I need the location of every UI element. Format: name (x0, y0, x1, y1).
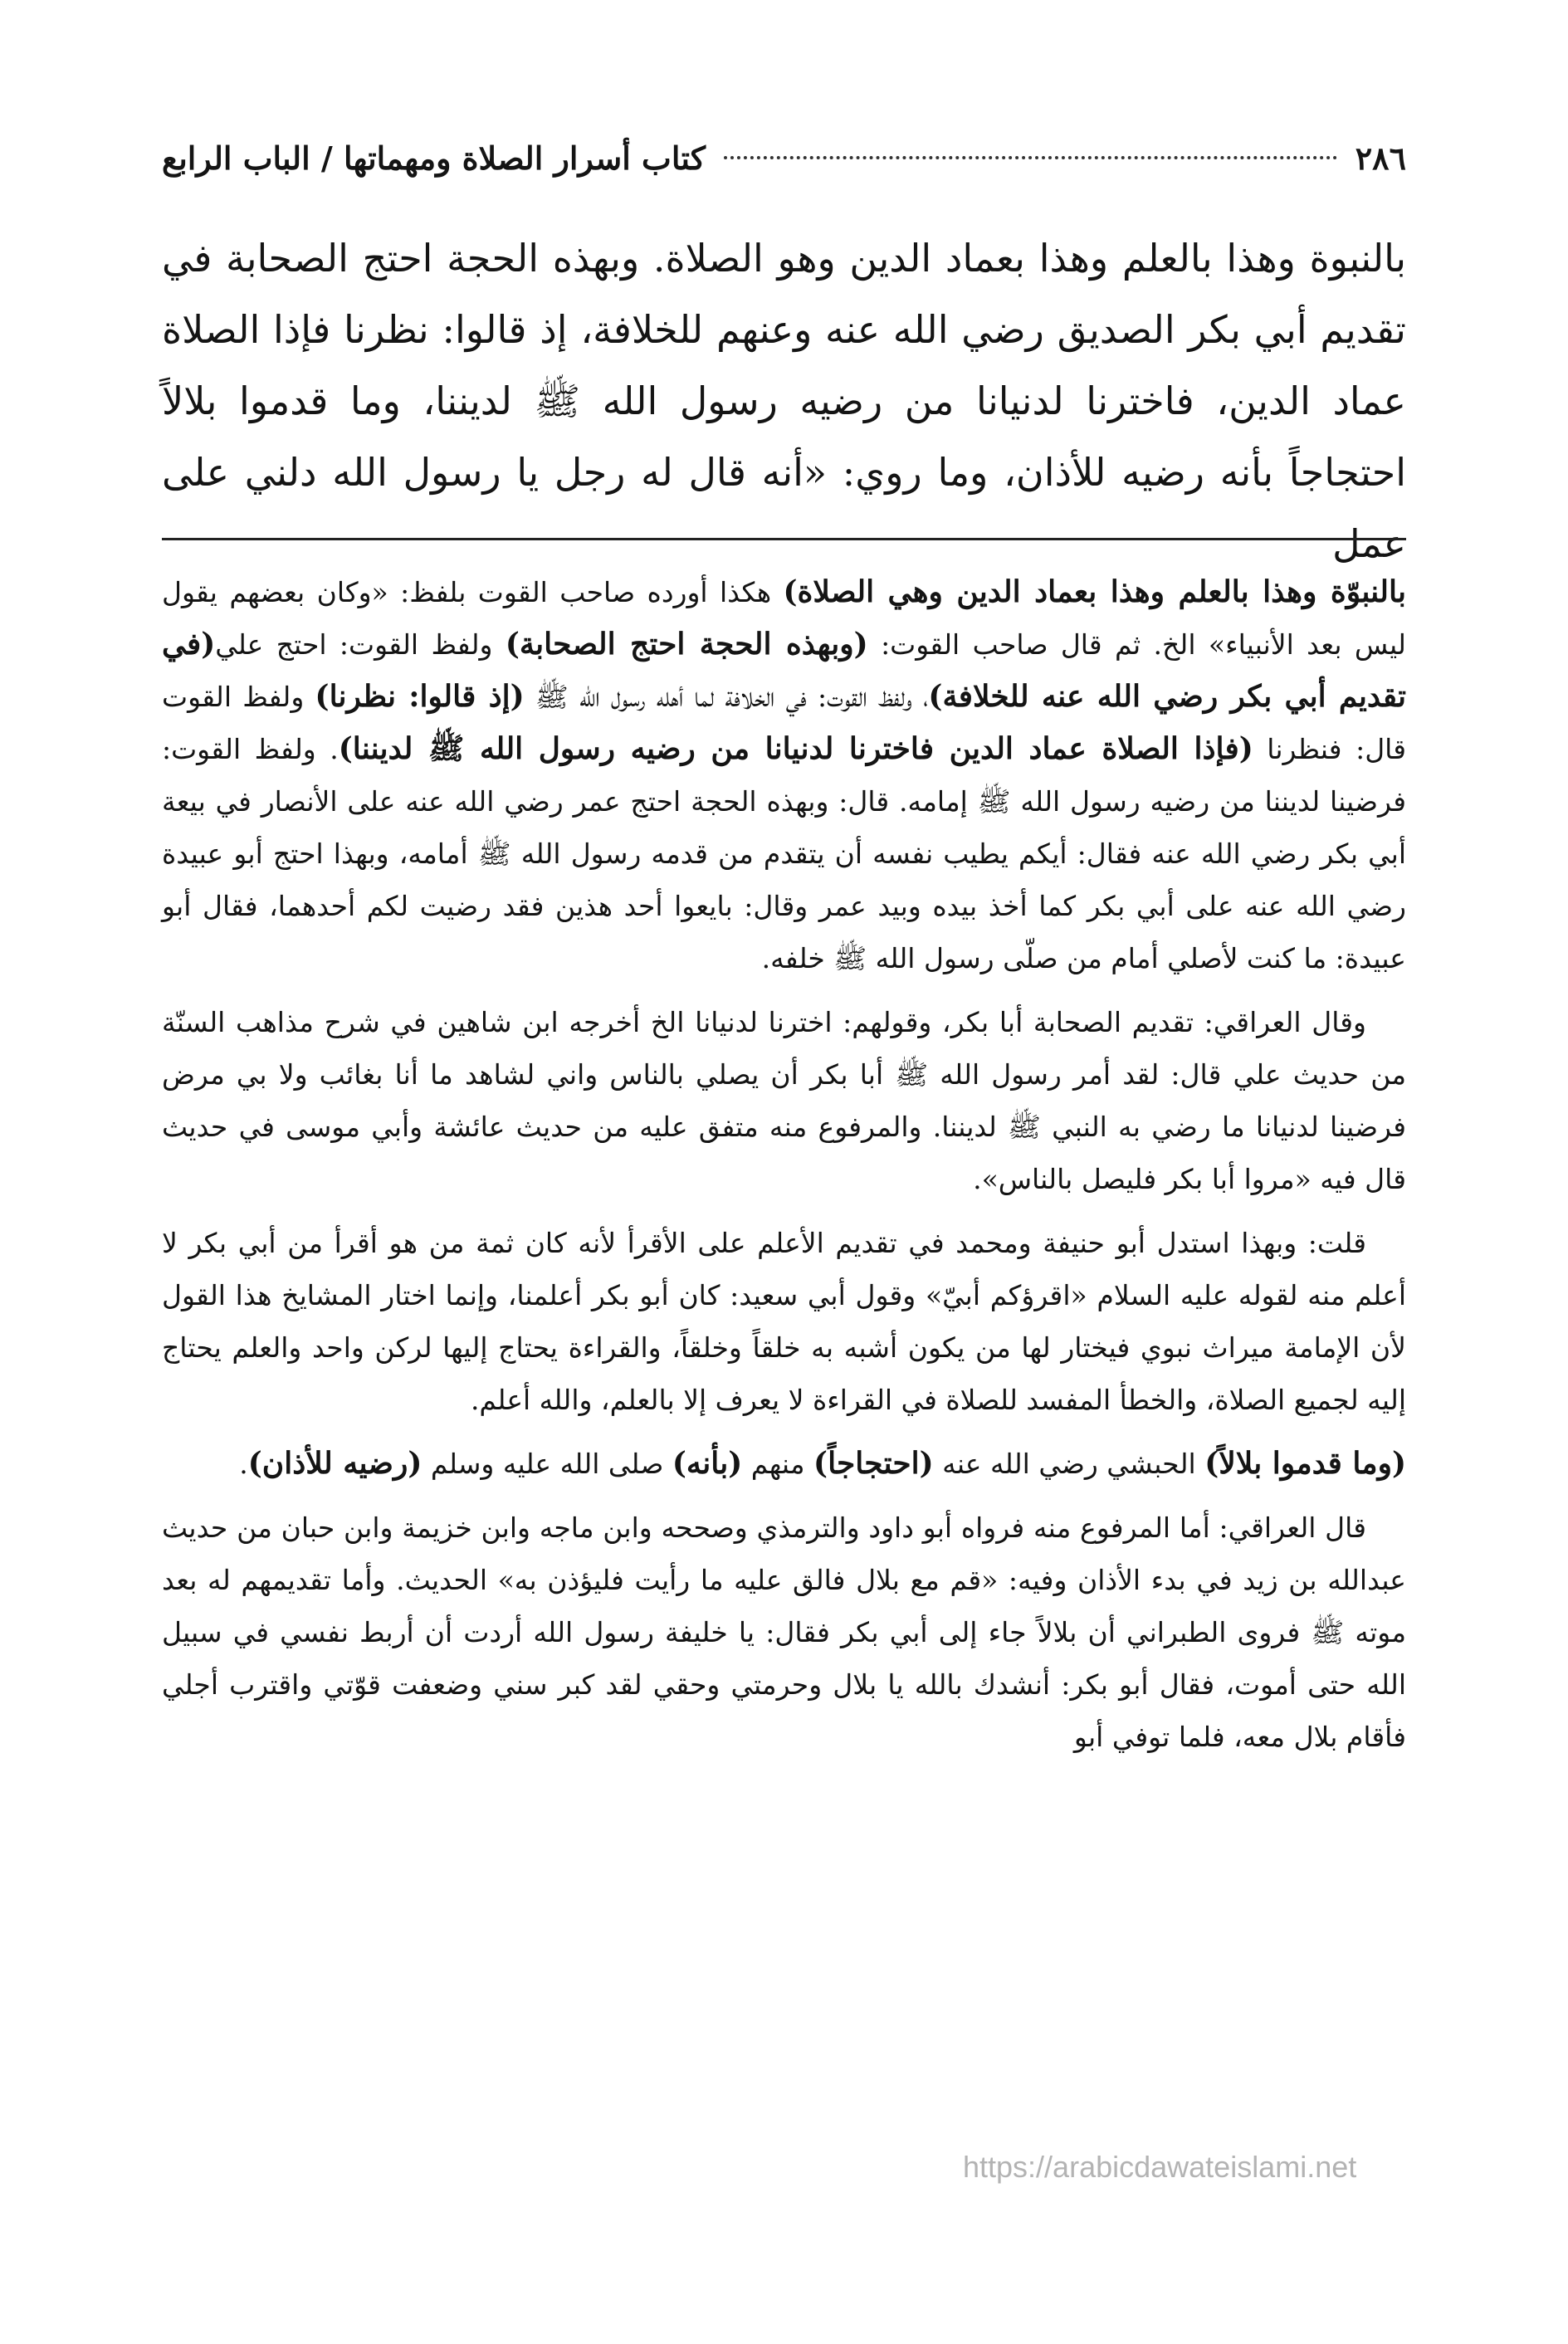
commentary-text: صلى الله عليه وسلم (422, 1448, 672, 1480)
quoted-matn-text: (بأنه) (672, 1446, 743, 1481)
commentary-paragraph-1 (162, 566, 1406, 984)
quoted-matn-text: (فإذا الصلاة عماد الدين فاخترنا لدنيانا من رضيه رسول الله ﷺ لديننا) (338, 731, 1253, 766)
commentary-text: منهم (742, 1448, 814, 1480)
commentary-paragraph-4 (162, 1438, 1406, 1490)
quoted-matn-text: بالنبوّة وهذا بالعلم وهذا بعماد الدين وهي الصلاة) (783, 574, 1407, 609)
running-header (162, 133, 1406, 183)
watermark-url: https://arabicdawateislami.net (963, 2150, 1357, 2184)
footnote-separator (162, 538, 1406, 540)
quoted-matn-text: (احتجاجاً) (813, 1446, 934, 1481)
running-title: كتاب أسرار الصلاة ومهماتها / الباب الرابع (162, 139, 706, 177)
page-number: ٢٨٦ (1355, 139, 1406, 177)
commentary-text: الحبشي رضي الله عنه (933, 1448, 1205, 1480)
commentary-paragraph-3 (162, 1217, 1406, 1426)
header-dot-leader (724, 156, 1337, 159)
commentary-text: قال العراقي: أما المرفوع منه فرواه أبو داود والترمذي وصححه وابن ماجه وابن خزيمة وابن حبان من حديث عبدالله بن زيد في بدء الأذان وفيه: «قم مع بلال فالق عليه ما رأيت فليؤذن به» الحديث. وأما تقديمهم له بعد موته ﷺ فروى الطبراني أن بلالاً جاء إلى أبي بكر فقال: يا خليفة رسول الله أردت أن أربط نفسي في سبيل الله حتى أموت، فقال أبو بكر: أنشدك بالله يا بلال وحرمتي وحقي لقد كبر سني وضعفت قوّتي واقترب أجلي فأقام بلال معه، فلما توفي أبو (162, 1511, 1406, 1753)
commentary-text: ولفظ القوت: احتج علي (215, 628, 506, 661)
quoted-matn-text: (وبهذه الحجة احتج الصحابة) (505, 627, 868, 662)
commentary (162, 566, 1406, 1775)
commentary-text: قلت: وبهذا استدل أبو حنيفة ومحمد في تقديم الأعلم على الأقرأ لأنه كان ثمة من هو أقرأ من أبي بكر لا أعلم منه لقوله عليه السلام «اقرؤكم أبيّ» وقول أبي سعيد: كان أبو بكر أعلمنا، وإنما اختار المشايخ هذا القول لأن الإمامة ميراث نبوي فيختار لها من يكون أشبه به خلقاً وخلقاً، والقراءة يحتاج إليها لركن واحد والعلم يحتاج إليه لجميع الصلاة، والخطأ المفسد للصلاة في القراءة لا يعرف إلا بالعلم، والله أعلم. (162, 1227, 1406, 1416)
commentary-paragraph-2 (162, 996, 1406, 1205)
main-text (162, 222, 1406, 579)
commentary-text: . ولفظ القوت: فرضينا لديننا من رضيه رسول الله ﷺ إمامه. قال: وبهذه الحجة احتج عمر رضي الله عنه على الأنصار في بيعة أبي بكر رضي الله عنه فقال: أيكم يطيب نفسه أن يتقدم من قدمه رسول الله ﷺ أمامه، وبهذا احتج أبو عبيدة رضي الله عنه على أبي بكر كما أخذ بيده وبيد عمر وقال: بايعوا أحد هذين فقد رضيت لكم أحدهما، فقال أبو عبيدة: ما كنت لأصلي أمام من صلّى رسول الله ﷺ خلفه. (162, 733, 1406, 974)
quoted-matn-text: (في تقديم أبي بكر رضي الله عنه للخلافة) (162, 627, 1406, 714)
commentary-paragraph-5 (162, 1502, 1406, 1763)
commentary-text: . (239, 1448, 248, 1480)
quoted-matn-text: (رضيه للأذان) (247, 1446, 423, 1481)
main-paragraph: بالنبوة وهذا بالعلم وهذا بعماد الدين وهو الصلاة. وبهذه الحجة احتج الصحابة في تقديم أبي بكر الصديق رضي الله عنه وعنهم للخلافة، إذ قالوا: نظرنا فإذا الصلاة عماد الدين، فاخترنا لدنيانا من رضيه رسول الله ﷺ لديننا، وما قدموا بلالاً احتجاجاً بأنه رضيه للأذان، وما روي: «أنه قال له رجل يا رسول الله دلني على عمل (162, 236, 1406, 566)
commentary-text: ، ولفظ القوت: في الخلافة لما أهله رسول الله ﷺ (524, 681, 929, 713)
quoted-matn-text: (وما قدموا بلالاً) (1204, 1446, 1406, 1481)
commentary-text: هكذا أورده صاحب القوت بلفظ: «وكان بعضهم يقول ليس بعد الأنبياء» الخ. ثم قال صاحب القوت: (162, 576, 1406, 661)
commentary-text: وقال العراقي: تقديم الصحابة أبا بكر، وقولهم: اخترنا لدنيانا الخ أخرجه ابن شاهين في شرح مذاهب السنّة من حديث علي قال: لقد أمر رسول الله ﷺ أبا بكر أن يصلي بالناس واني لشاهد ما أنا بغائب ولا بي مرض فرضينا لدنيانا ما رضي به النبي ﷺ لديننا. والمرفوع منه متفق عليه من حديث عائشة وأبي موسى في حديث قال فيه «مروا أبا بكر فليصل بالناس». (162, 1006, 1406, 1195)
quoted-matn-text: (إذ قالوا: نظرنا) (315, 679, 525, 714)
commentary-text: ولفظ القوت قال: فنظرنا (162, 681, 1407, 765)
